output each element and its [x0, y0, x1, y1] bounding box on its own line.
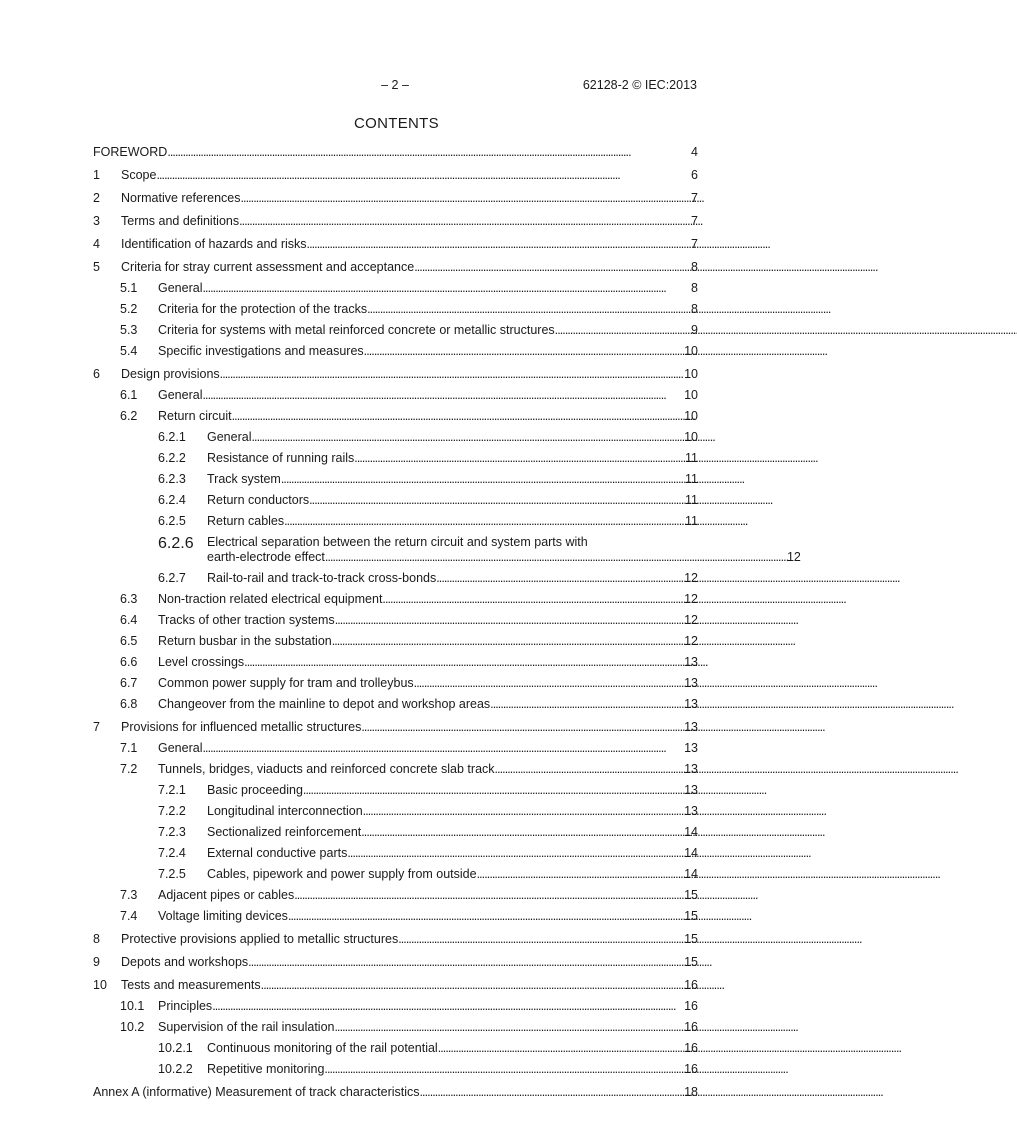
toc-entry[interactable] — [93, 409, 698, 424]
toc-entry-page: 16 — [684, 999, 698, 1013]
toc-entry[interactable] — [93, 214, 698, 229]
toc-entry-title: Normative references — [121, 191, 241, 205]
toc-entry[interactable] — [93, 655, 698, 670]
toc-entry-number: 10.2 — [120, 1020, 145, 1034]
toc-entry[interactable] — [93, 191, 698, 206]
toc-entry-number: 10.1 — [120, 999, 145, 1013]
toc-entry-number: 6.2.2 — [158, 451, 186, 465]
toc-entry-page: 12 — [684, 571, 698, 585]
toc-dot-leader — [212, 999, 684, 1014]
toc-entry-number: 6.4 — [120, 613, 138, 627]
toc-entry[interactable] — [93, 472, 698, 487]
toc-entry[interactable] — [93, 1062, 698, 1077]
toc-entry-page: 14 — [684, 825, 698, 839]
toc-dot-leader — [294, 888, 684, 903]
toc-dot-leader — [309, 493, 685, 508]
toc-entry-title: Principles — [158, 999, 213, 1013]
toc-entry-number: 6.2.4 — [158, 493, 186, 507]
toc-entry-number: 5.2 — [120, 302, 138, 316]
toc-entry-title: Common power supply for tram and trolleybus — [158, 676, 414, 690]
toc-entry-title-line1 — [207, 535, 801, 550]
toc-entry-page: 11 — [685, 493, 698, 507]
toc-dot-leader — [303, 783, 684, 798]
toc-entry-title: Basic proceeding — [207, 783, 303, 797]
toc-entry[interactable] — [93, 145, 698, 160]
toc-dot-leader — [239, 214, 691, 229]
toc-entry-title: Level crossings — [158, 655, 245, 669]
toc-entry[interactable] — [93, 932, 698, 947]
toc-dot-leader — [202, 388, 684, 403]
toc-dot-leader — [361, 825, 684, 840]
toc-entry-number: 6.2.6 — [158, 535, 194, 552]
toc-entry[interactable] — [93, 909, 698, 924]
toc-entry-page: 6 — [691, 168, 698, 182]
toc-entry-number: 6 — [93, 367, 100, 381]
toc-entry-page: 8 — [691, 302, 698, 316]
toc-entry-title: Return cables — [207, 514, 285, 528]
toc-entry[interactable] — [93, 741, 698, 756]
toc-dot-leader — [420, 1085, 685, 1100]
toc-entry-page: 13 — [684, 655, 698, 669]
toc-entry-number: 6.8 — [120, 697, 138, 711]
toc-entry[interactable] — [93, 613, 698, 628]
toc-dot-leader — [361, 720, 684, 735]
toc-entry-page: 10 — [684, 344, 698, 358]
toc-dot-leader — [363, 804, 684, 819]
toc-entry-title: Electrical separation between the return circuit and system parts with — [207, 535, 588, 549]
toc-entry-number: 6.6 — [120, 655, 138, 669]
toc-entry-page: 7 — [691, 237, 698, 251]
toc-entry-title: Annex A (informative) Measurement of track characteristics — [93, 1085, 420, 1099]
toc-entry-title: Supervision of the rail insulation — [158, 1020, 335, 1034]
toc-entry-page: 13 — [684, 720, 698, 734]
toc-entry-title: Protective provisions applied to metallic structures — [121, 932, 399, 946]
toc-dot-leader — [281, 472, 685, 487]
toc-dot-leader — [156, 168, 691, 183]
toc-entry[interactable] — [93, 999, 698, 1014]
toc-dot-leader — [244, 655, 684, 670]
toc-entry-number: 7.3 — [120, 888, 138, 902]
toc-entry-number: 6.2.1 — [158, 430, 186, 444]
toc-entry-number: 6.5 — [120, 634, 138, 648]
toc-entry-title: Provisions for influenced metallic structures — [121, 720, 362, 734]
toc-entry-page: 15 — [684, 955, 698, 969]
toc-dot-leader — [367, 302, 691, 317]
toc-entry-page: 15 — [684, 888, 698, 902]
toc-entry-text — [207, 535, 801, 565]
toc-dot-leader — [325, 550, 787, 565]
toc-entry-page: 14 — [684, 867, 698, 881]
toc-dot-leader — [167, 145, 691, 160]
toc-entry-page: 8 — [691, 260, 698, 274]
toc-entry-number: 8 — [93, 932, 100, 946]
toc-entry-page: 16 — [684, 978, 698, 992]
toc-entry-number: 5.4 — [120, 344, 138, 358]
toc-entry-page: 14 — [684, 846, 698, 860]
toc-entry-title: Return busbar in the substation — [158, 634, 332, 648]
toc-dot-leader — [555, 323, 691, 338]
toc-entry-number: 5 — [93, 260, 100, 274]
toc-entry-title: Longitudinal interconnection — [207, 804, 363, 818]
toc-dot-leader — [202, 281, 691, 296]
toc-dot-leader — [202, 741, 684, 756]
toc-entry-page: 13 — [684, 804, 698, 818]
toc-entry-page: 13 — [684, 676, 698, 690]
toc-entry[interactable] — [93, 302, 698, 317]
toc-dot-leader — [414, 260, 691, 275]
toc-entry-title: General — [207, 430, 252, 444]
toc-dot-leader — [220, 367, 684, 382]
toc-entry-title: Adjacent pipes or cables — [158, 888, 295, 902]
toc-entry-title: Tests and measurements — [121, 978, 261, 992]
toc-entry-page: 11 — [685, 514, 698, 528]
toc-entry-number: 7.1 — [120, 741, 138, 755]
toc-entry[interactable] — [93, 762, 698, 777]
toc-entry-number: 1 — [93, 168, 100, 182]
toc-entry[interactable] — [93, 804, 698, 819]
toc-entry[interactable] — [93, 888, 698, 903]
toc-entry-title: Tunnels, bridges, viaducts and reinforced concrete slab track — [158, 762, 495, 776]
toc-entry-title: Depots and workshops — [121, 955, 249, 969]
toc-entry-number: 5.1 — [120, 281, 138, 295]
toc-dot-leader — [335, 613, 684, 628]
toc-entry-page: 10 — [684, 388, 698, 402]
toc-entry[interactable] — [93, 955, 698, 970]
toc-entry[interactable] — [93, 1020, 698, 1035]
toc-entry[interactable] — [93, 571, 698, 586]
toc-entry[interactable] — [93, 323, 698, 338]
toc-dot-leader — [490, 697, 684, 712]
toc-entry-number: 10.2.2 — [158, 1062, 193, 1076]
toc-entry-number: 7 — [93, 720, 100, 734]
toc-entry-number: 7.2.1 — [158, 783, 186, 797]
toc-entry-number: 6.2.5 — [158, 514, 186, 528]
toc-dot-leader — [364, 344, 684, 359]
toc-entry[interactable] — [93, 697, 698, 712]
toc-entry-title: Identification of hazards and risks — [121, 237, 307, 251]
toc-entry-number: 7.2 — [120, 762, 138, 776]
toc-dot-leader — [248, 955, 684, 970]
toc-entry-page: 13 — [684, 783, 698, 797]
table-of-contents — [93, 145, 801, 1100]
toc-entry-page: 15 — [684, 932, 698, 946]
toc-entry[interactable] — [93, 1085, 698, 1100]
toc-entry-page: 18 — [684, 1085, 698, 1099]
toc-entry[interactable] — [93, 430, 698, 445]
toc-entry-title: Track system — [207, 472, 281, 486]
toc-dot-leader — [261, 978, 684, 993]
toc-entry-title: Repetitive monitoring — [207, 1062, 325, 1076]
toc-entry-title: Terms and definitions — [121, 214, 240, 228]
toc-entry-title-line2 — [207, 550, 801, 565]
toc-entry-number: 3 — [93, 214, 100, 228]
toc-entry-title: Non-traction related electrical equipment — [158, 592, 383, 606]
toc-entry-title: Resistance of running rails — [207, 451, 355, 465]
toc-entry-title: General — [158, 388, 203, 402]
toc-entry-page: 11 — [685, 472, 698, 486]
toc-entry-title: Rail-to-rail and track-to-track cross-bonds — [207, 571, 437, 585]
toc-entry-title: Criteria for systems with metal reinforced concrete or metallic structures — [158, 323, 555, 337]
toc-entry-page: 12 — [684, 613, 698, 627]
toc-entry-number: 7.2.2 — [158, 804, 186, 818]
toc-dot-leader — [477, 867, 685, 882]
toc-entry[interactable] — [93, 978, 698, 993]
toc-entry[interactable] — [93, 676, 698, 691]
page-number: – 2 – — [381, 78, 409, 92]
toc-entry-title: Voltage limiting devices — [158, 909, 288, 923]
toc-entry-page: 16 — [684, 1020, 698, 1034]
toc-entry[interactable] — [93, 514, 698, 529]
toc-entry[interactable] — [93, 825, 698, 840]
toc-entry-title: Return circuit — [158, 409, 232, 423]
toc-entry-title-continued: earth-electrode effect — [207, 550, 325, 564]
toc-entry[interactable] — [93, 260, 698, 275]
toc-entry-title: FOREWORD — [93, 145, 168, 159]
toc-dot-leader — [332, 634, 684, 649]
toc-entry-page: 13 — [684, 762, 698, 776]
toc-entry[interactable] — [93, 867, 698, 882]
toc-entry-page: 16 — [684, 1062, 698, 1076]
toc-entry-page: 11 — [685, 451, 698, 465]
toc-entry-title: Criteria for stray current assessment and acceptance — [121, 260, 415, 274]
toc-entry-number: 2 — [93, 191, 100, 205]
toc-entry-title: Criteria for the protection of the tracks — [158, 302, 368, 316]
toc-dot-leader — [335, 1020, 685, 1035]
toc-dot-leader — [232, 409, 684, 424]
toc-dot-leader — [251, 430, 684, 445]
toc-entry-page: 13 — [684, 741, 698, 755]
toc-entry-title: Design provisions — [121, 367, 220, 381]
toc-entry-number: 6.3 — [120, 592, 138, 606]
toc-dot-leader — [438, 1041, 684, 1056]
toc-entry[interactable] — [93, 634, 698, 649]
toc-entry-title: Cables, pipework and power supply from outside — [207, 867, 477, 881]
toc-entry-number: 6.1 — [120, 388, 138, 402]
toc-entry[interactable] — [93, 344, 698, 359]
toc-dot-leader — [414, 676, 684, 691]
toc-entry-number: 6.7 — [120, 676, 138, 690]
toc-entry-page: 7 — [691, 214, 698, 228]
toc-entry-title: Return conductors — [207, 493, 310, 507]
toc-dot-leader — [347, 846, 684, 861]
toc-entry-page: 10 — [684, 430, 698, 444]
toc-entry[interactable] — [93, 592, 698, 607]
toc-entry-title: Sectionalized reinforcement — [207, 825, 362, 839]
toc-entry-page: 16 — [684, 1041, 698, 1055]
toc-dot-leader — [284, 514, 685, 529]
toc-entry-number: 10 — [93, 978, 107, 992]
toc-entry-number: 7.2.3 — [158, 825, 186, 839]
toc-dot-leader — [288, 909, 684, 924]
toc-dot-leader — [382, 592, 684, 607]
toc-entry[interactable] — [93, 720, 698, 735]
toc-entry[interactable] — [93, 493, 698, 508]
toc-entry[interactable] — [93, 168, 698, 183]
toc-entry-title: External conductive parts — [207, 846, 348, 860]
toc-entry[interactable] — [93, 388, 698, 403]
toc-entry-number: 6.2.7 — [158, 571, 186, 585]
toc-entry-number: 7.2.5 — [158, 867, 186, 881]
toc-entry[interactable] — [93, 367, 698, 382]
toc-dot-leader — [324, 1062, 684, 1077]
toc-entry-page: 7 — [691, 191, 698, 205]
toc-entry-page: 12 — [684, 592, 698, 606]
toc-entry-page: 4 — [691, 145, 698, 159]
toc-entry[interactable] — [93, 846, 698, 861]
toc-entry-page: 13 — [684, 697, 698, 711]
toc-entry[interactable] — [93, 281, 698, 296]
toc-entry[interactable] — [93, 535, 801, 565]
toc-entry-page: 8 — [691, 281, 698, 295]
toc-entry-title: Scope — [121, 168, 157, 182]
toc-dot-leader — [398, 932, 684, 947]
toc-entry[interactable] — [93, 451, 698, 466]
toc-entry-title: Continuous monitoring of the rail potential — [207, 1041, 438, 1055]
toc-entry-number: 6.2.3 — [158, 472, 186, 486]
toc-entry-number: 6.2 — [120, 409, 138, 423]
toc-dot-leader — [307, 237, 692, 252]
toc-dot-leader — [354, 451, 685, 466]
toc-dot-leader — [241, 191, 692, 206]
toc-entry-title: General — [158, 281, 203, 295]
toc-entry-title: Tracks of other traction systems — [158, 613, 335, 627]
toc-entry-page: 10 — [684, 367, 698, 381]
toc-entry-title: Specific investigations and measures — [158, 344, 364, 358]
toc-entry-number: 9 — [93, 955, 100, 969]
document-reference: 62128-2 © IEC:2013 — [582, 78, 697, 92]
contents-title: CONTENTS — [354, 115, 439, 132]
toc-entry-number: 10.2.1 — [158, 1041, 193, 1055]
toc-entry-page: 10 — [684, 409, 698, 423]
toc-entry[interactable] — [93, 237, 698, 252]
toc-entry-number: 5.3 — [120, 323, 138, 337]
toc-entry[interactable] — [93, 1041, 698, 1056]
toc-entry-page: 9 — [691, 323, 698, 337]
toc-dot-leader — [436, 571, 684, 586]
toc-entry-page: 12 — [684, 634, 698, 648]
toc-entry-title: General — [158, 741, 203, 755]
toc-entry-number: 7.4 — [120, 909, 138, 923]
toc-entry-number: 4 — [93, 237, 100, 251]
toc-entry-page: 12 — [786, 550, 801, 564]
toc-entry[interactable] — [93, 783, 698, 798]
toc-entry-number: 7.2.4 — [158, 846, 186, 860]
toc-dot-leader — [495, 762, 685, 777]
toc-entry-title: Changeover from the mainline to depot and workshop areas — [158, 697, 491, 711]
toc-entry-page: 15 — [684, 909, 698, 923]
